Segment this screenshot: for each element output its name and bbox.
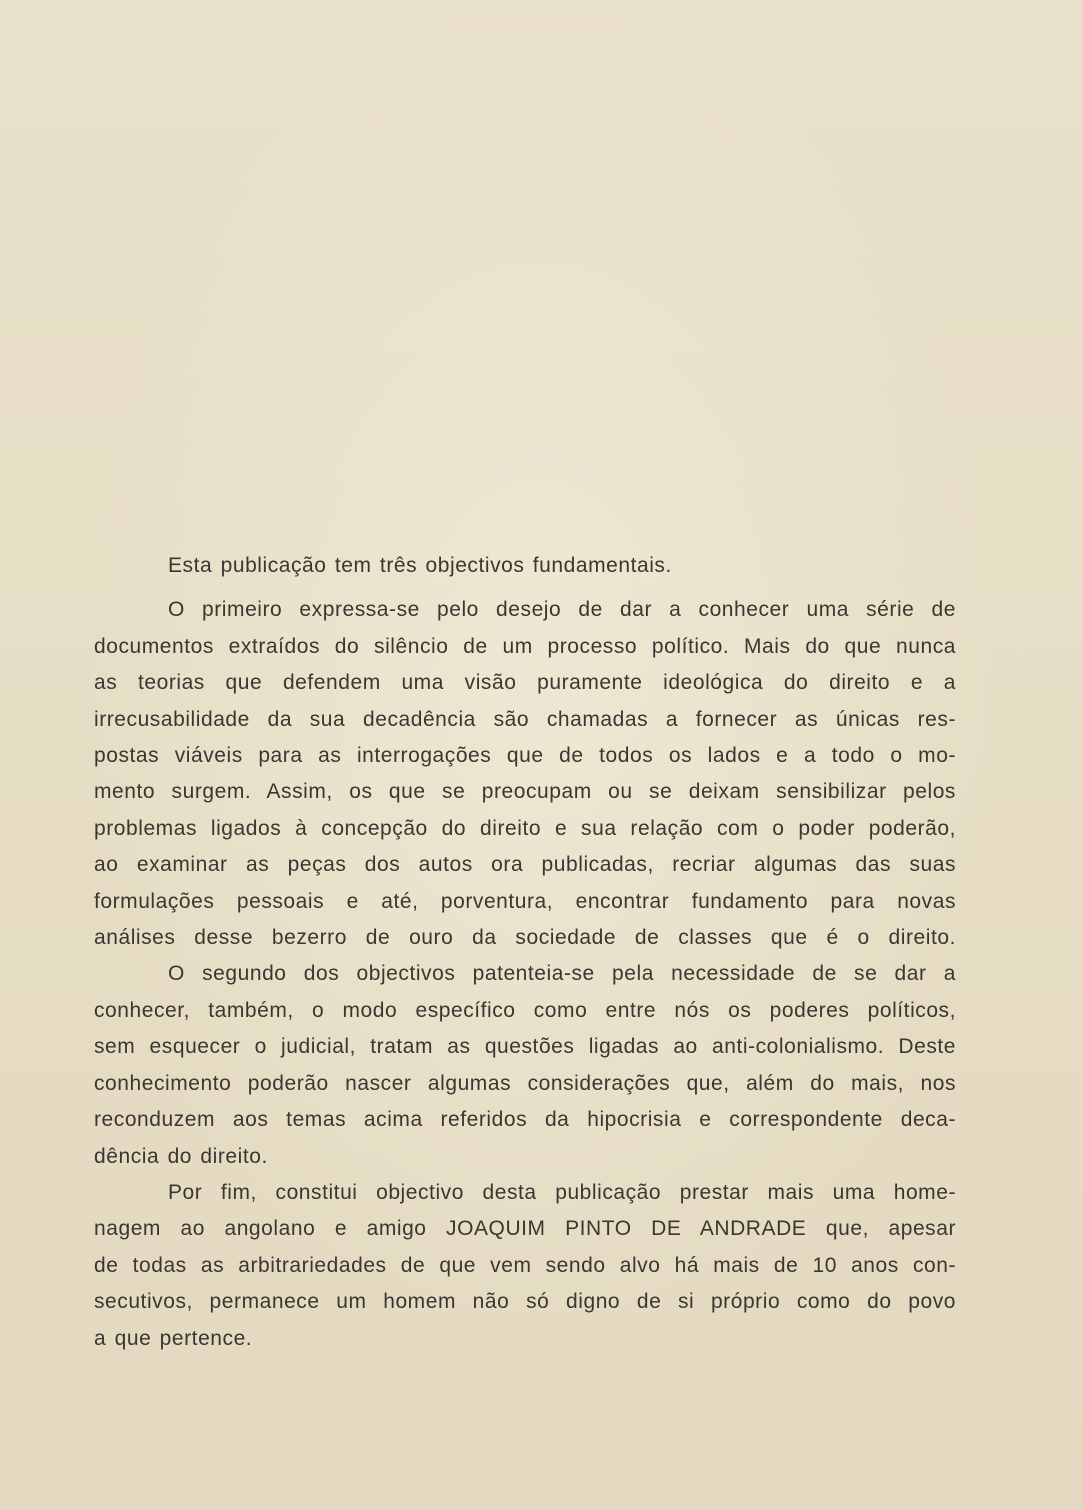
paragraph-2-line-10: análises desse bezerro de ouro da sociedade de classes que é o direito. [94, 926, 956, 950]
paragraph-4-line-4: secutivos, permanece um homem não só digno de si próprio como do povo [94, 1290, 956, 1314]
paragraph-2-line-6: mento surgem. Assim, os que se preocupam ou se deixam sensibilizar pelos [94, 780, 956, 804]
paragraph-2-line-4: irrecusabilidade da sua decadência são chamadas a fornecer as únicas res- [94, 707, 956, 731]
paragraph-3 [94, 956, 956, 1174]
paragraph-3-line-6: dência do direito. [94, 1144, 268, 1168]
paragraph-2-line-1: O primeiro expressa-se pelo desejo de dar a conhecer uma série de [168, 598, 956, 622]
paragraph-2-line-5: postas viáveis para as interrogações que de todos os lados e a todo o mo- [94, 744, 956, 768]
paragraph-2-line-9: formulações pessoais e até, porventura, encontrar fundamento para novas [94, 889, 956, 913]
paragraph-3-line-4: conhecimento poderão nascer algumas considerações que, além do mais, nos [94, 1071, 956, 1095]
paragraph-4-line-3: de todas as arbitrariedades de que vem sendo alvo há mais de 10 anos con- [94, 1253, 956, 1277]
paragraph-4 [94, 1175, 956, 1357]
body-text [94, 548, 956, 1357]
paragraph-2-line-2: documentos extraídos do silêncio de um processo político. Mais do que nunca [94, 634, 956, 658]
paragraph-2-line-8: ao examinar as peças dos autos ora publicadas, recriar algumas das suas [94, 853, 956, 877]
paragraph-3-line-3: sem esquecer o judicial, tratam as questões ligadas ao anti-colonialismo. Deste [94, 1035, 956, 1059]
paragraph-2-line-7: problemas ligados à concepção do direito e sua relação com o poder poderão, [94, 816, 956, 840]
paragraph-4-line-1: Por fim, constitui objectivo desta publicação prestar mais uma home- [168, 1180, 956, 1204]
paragraph-2-line-3: as teorias que defendem uma visão puramente ideológica do direito e a [94, 671, 956, 695]
paragraph-3-line-2: conhecer, também, o modo específico como entre nós os poderes políticos, [94, 998, 956, 1022]
paragraph-3-line-5: reconduzem aos temas acima referidos da hipocrisia e correspondente deca- [94, 1108, 956, 1132]
paragraph-2 [94, 592, 956, 956]
paragraph-4-line-5: a que pertence. [94, 1326, 253, 1350]
paragraph-4-line-2: nagem ao angolano e amigo JOAQUIM PINTO DE ANDRADE que, apesar [94, 1217, 956, 1241]
paragraph-1-line-1: Esta publicação tem três objectivos fundamentais. [168, 554, 672, 577]
paragraph-3-line-1: O segundo dos objectivos patenteia-se pela necessidade de se dar a [168, 962, 956, 986]
